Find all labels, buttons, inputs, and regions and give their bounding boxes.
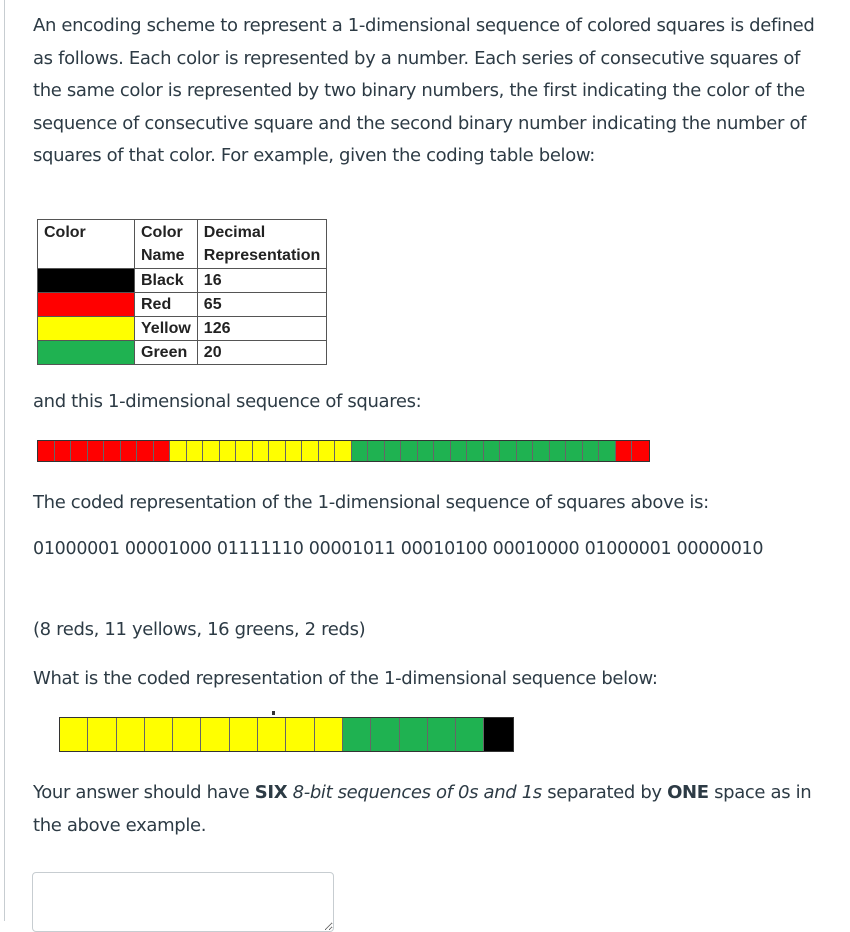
square: [352, 441, 369, 461]
square: [117, 718, 145, 751]
table-row: [38, 341, 327, 365]
square: [583, 441, 600, 461]
table-row: [38, 317, 327, 341]
color-name: Red: [135, 293, 198, 317]
square: [236, 441, 253, 461]
header-decimal-representation: Decimal Representation: [197, 220, 326, 269]
question-intro: An encoding scheme to represent a 1-dimensional sequence of colored squares is defined as follows. Each color is represented by a number. Each series of consecutive squares of the same color is represented by two binary numbers, the first indicating the color of the sequence of consecutive square and the second binary number indicating the number of squares of that color. For example, given the coding table below:: [33, 15, 815, 166]
square: [335, 441, 352, 461]
decimal-value: 65: [197, 293, 326, 317]
square: [154, 441, 171, 461]
square: [187, 441, 204, 461]
square: [418, 441, 435, 461]
answer-instructions: Your answer should have SIX 8-bit sequences of 0s and 1s separated by ONE space as in the above example.: [33, 782, 812, 836]
square: [400, 718, 428, 751]
color-swatch: [38, 317, 135, 341]
left-border: [4, 0, 5, 921]
square: [71, 441, 88, 461]
square: [201, 718, 229, 751]
header-color: Color: [38, 220, 135, 269]
square: [88, 441, 105, 461]
square: [258, 718, 286, 751]
square: [632, 441, 649, 461]
square: [60, 718, 88, 751]
square: [451, 441, 468, 461]
decimal-value: 16: [197, 269, 326, 293]
square: [230, 718, 258, 751]
square: [428, 718, 456, 751]
square: [286, 441, 303, 461]
square: [401, 441, 418, 461]
square: [368, 441, 385, 461]
header-color-name: Color Name: [135, 220, 198, 269]
target-square-sequence: [59, 717, 514, 752]
color-name: Green: [135, 341, 198, 365]
question-prompt: What is the coded representation of the 1-dimensional sequence below:: [33, 668, 658, 689]
square: [137, 441, 154, 461]
square: [500, 441, 517, 461]
square: [456, 718, 484, 751]
square: [434, 441, 451, 461]
square: [343, 718, 371, 751]
square: [599, 441, 616, 461]
coding-table: [37, 219, 327, 365]
square: [517, 441, 534, 461]
square: [319, 441, 336, 461]
square: [173, 718, 201, 751]
square: [467, 441, 484, 461]
color-swatch: [38, 341, 135, 365]
square: [484, 441, 501, 461]
square: [550, 441, 567, 461]
color-name: Black: [135, 269, 198, 293]
color-swatch: [38, 269, 135, 293]
square: [533, 441, 550, 461]
square: [104, 441, 121, 461]
answer-input[interactable]: [32, 872, 334, 932]
sequence-counts: (8 reds, 11 yellows, 16 greens, 2 reds): [33, 619, 366, 640]
table-header-row: [38, 220, 327, 269]
square: [616, 441, 633, 461]
square: [484, 718, 512, 751]
square: [371, 718, 399, 751]
square: [121, 441, 138, 461]
square: [253, 441, 270, 461]
coded-sequence: 01000001 00001000 01111110 00001011 00010100 00010000 01000001 00000010: [33, 539, 764, 559]
square: [220, 441, 237, 461]
table-row: [38, 293, 327, 317]
square: [566, 441, 583, 461]
table-row: [38, 269, 327, 293]
square: [302, 441, 319, 461]
square: [88, 718, 116, 751]
stray-mark: [272, 711, 275, 715]
square: [269, 441, 286, 461]
sequence-intro: and this 1-dimensional sequence of squares:: [33, 391, 422, 412]
square: [55, 441, 72, 461]
square: [203, 441, 220, 461]
square: [315, 718, 343, 751]
square: [170, 441, 187, 461]
example-square-sequence: [37, 440, 650, 462]
square: [145, 718, 173, 751]
color-name: Yellow: [135, 317, 198, 341]
square: [38, 441, 55, 461]
coded-intro: The coded representation of the 1-dimensional sequence of squares above is:: [33, 492, 709, 513]
decimal-value: 126: [197, 317, 326, 341]
decimal-value: 20: [197, 341, 326, 365]
color-swatch: [38, 293, 135, 317]
square: [385, 441, 402, 461]
square: [286, 718, 314, 751]
